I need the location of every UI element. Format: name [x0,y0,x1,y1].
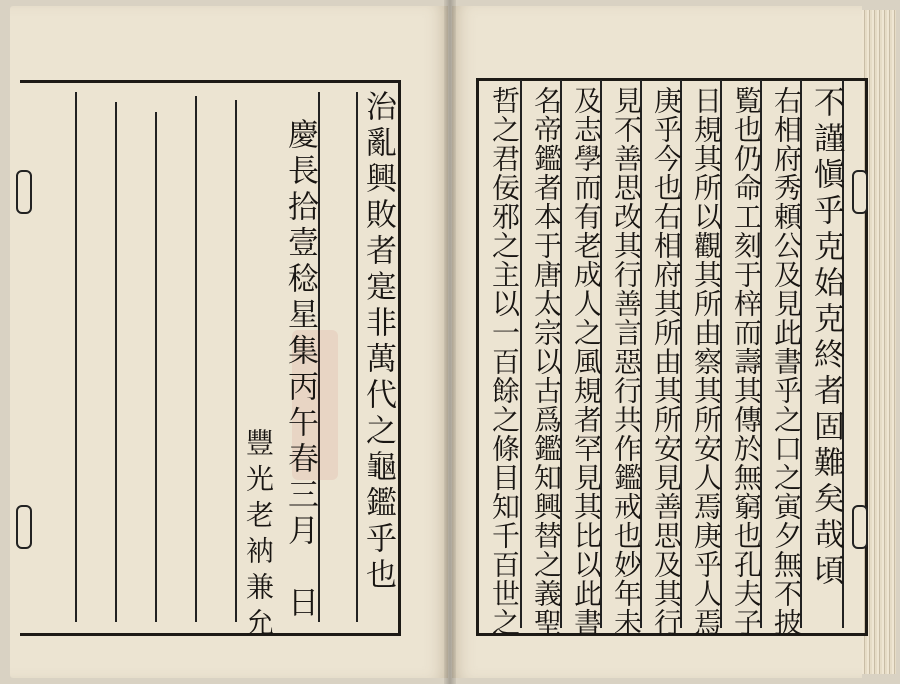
book-gutter [444,0,456,684]
right-column-7: 及志學而有老成人之風規者罕見其比以此書 [570,86,603,637]
column-rule [155,112,157,622]
right-column-1: 不謹愼乎克始克終者固難矣哉頃 [808,86,844,590]
right-column-2: 右相府秀頼公及見此書乎之口之寅夕無不披 [770,86,803,637]
left-column-2: 慶長拾壹稔星集丙午春三月 日 [282,118,318,622]
right-column-5: 庚乎今也右相府其所由其所安見善思及其行 [650,86,683,637]
right-column-3: 覧也仍命工刻于梓而壽其傳於無窮也孔夫子 [730,86,763,637]
right-column-9: 哲之君佞邪之主以一百餘之條目知千百世之 [488,86,521,637]
column-rule [235,100,237,622]
right-column-4: 日規其所以觀其所由察其所安人焉庚乎人焉 [690,86,723,637]
right-column-8: 名帝鑑者本于唐太宗以古爲鑑知興替之義聖 [530,86,563,637]
fish-tail-ornament-top [16,170,32,214]
fish-tail-ornament-bottom [16,505,32,549]
left-page-border [20,80,401,636]
column-rule [195,96,197,622]
left-column-1: 治亂興敗者寔非萬代之龜鑑乎也 [360,90,396,594]
column-rule [115,102,117,622]
left-column-3: 豐光老衲兼允 [242,428,275,644]
right-column-6: 見不善思改其行善言惡行共作鑑戒也妙年未 [610,86,643,637]
column-rule [75,92,77,622]
fish-tail-ornament-top [852,170,868,214]
fish-tail-ornament-bottom [852,505,868,549]
